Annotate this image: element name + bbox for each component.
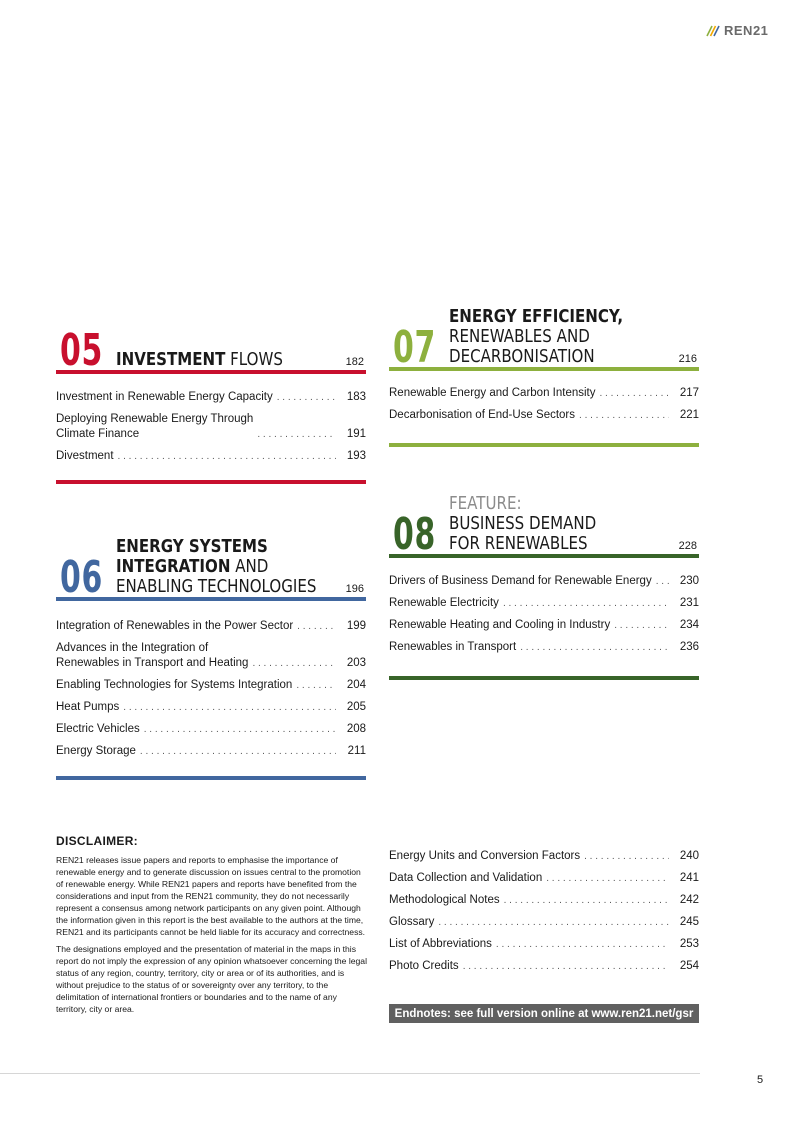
toc-list (56, 619, 366, 759)
toc-entry-label-line: Methodological Notes (389, 894, 500, 906)
toc-entry-label-line: Drivers of Business Demand for Renewable Energy (389, 575, 652, 587)
toc-entry-label-line: Electric Vehicles (56, 723, 140, 735)
section-number: 06 (60, 552, 103, 603)
toc-entry-label (389, 618, 610, 633)
toc-entry-label-line: Advances in the Integration of (56, 642, 209, 654)
toc-entry[interactable] (56, 700, 366, 715)
disclaimer (56, 834, 368, 1020)
toc-entry-label (389, 871, 542, 886)
toc-entry-label-line: Data Collection and Validation (389, 872, 543, 884)
toc-leader-dots (600, 387, 670, 401)
section-number: 07 (393, 322, 436, 373)
toc-entry-page: 241 (679, 872, 699, 884)
toc-entry-label-line: List of Abbreviations (389, 938, 492, 950)
toc-entry-label-line: Renewable Electricity (389, 597, 499, 609)
section-title (449, 307, 623, 367)
section-title-line2: RENEWABLES AND (449, 327, 590, 347)
toc-entry-page: 240 (679, 850, 699, 862)
toc-entry-label-line: Integration of Renewables in the Power Sector (56, 620, 294, 632)
toc-entry[interactable] (389, 596, 699, 611)
section-title-line3: ENABLING TECHNOLOGIES (116, 577, 317, 597)
toc-leader-dots (584, 850, 669, 864)
toc-leader-dots (296, 679, 336, 693)
section-page: 216 (678, 353, 697, 365)
toc-list (389, 849, 699, 974)
section-page: 182 (345, 356, 364, 368)
toc-entry-label (56, 700, 119, 715)
toc-entry[interactable] (56, 390, 366, 405)
toc-entry-page: 245 (679, 916, 699, 928)
toc-leader-dots (656, 575, 669, 589)
toc-entry-page: 193 (346, 450, 366, 462)
toc-entry-label (389, 849, 580, 864)
toc-entry-page: 211 (347, 745, 366, 757)
ren21-stripes-icon (706, 25, 720, 37)
section-title (116, 537, 316, 597)
section-06 (56, 537, 366, 766)
toc-entry-page: 208 (346, 723, 366, 735)
toc-entry[interactable] (56, 744, 366, 759)
toc-entry-label-line: Photo Credits (389, 960, 459, 972)
toc-list (389, 386, 699, 423)
toc-entry-label (56, 641, 248, 671)
toc-entry[interactable] (389, 618, 699, 633)
toc-leader-dots (118, 450, 336, 464)
toc-leader-dots (257, 428, 336, 442)
section-title (449, 494, 596, 554)
toc-leader-dots (297, 620, 336, 634)
toc-entry-label-line: Renewables in Transport (389, 641, 517, 653)
section-rule-bottom (389, 443, 699, 447)
section-rule-bottom (389, 676, 699, 680)
section-title-line3: DECARBONISATION (449, 347, 595, 367)
section-title-bold: INVESTMENT (116, 350, 226, 370)
toc-entry-label (389, 915, 434, 930)
section-title (116, 350, 283, 370)
toc-entry[interactable] (389, 408, 699, 423)
toc-entry-label (389, 893, 500, 908)
section-05 (56, 322, 366, 471)
toc-entry[interactable] (389, 937, 699, 952)
toc-leader-dots (579, 409, 669, 423)
toc-entry-page: 191 (346, 428, 366, 440)
footer-divider (0, 1073, 700, 1074)
toc-entry-page: 217 (679, 387, 699, 399)
toc-entry-page: 203 (346, 657, 366, 669)
section-number: 08 (393, 509, 436, 560)
toc-entry-label-line: Enabling Technologies for Systems Integration (56, 679, 293, 691)
toc-entry-page: 253 (679, 938, 699, 950)
section-title-line2: BUSINESS DEMAND (449, 514, 597, 534)
toc-entry-label-line: Renewable Energy and Carbon Intensity (389, 387, 596, 399)
section-08 (389, 492, 699, 662)
toc-entry-label (389, 640, 516, 655)
section-page: 228 (678, 540, 697, 552)
section-number: 05 (60, 325, 103, 376)
toc-entry[interactable] (389, 959, 699, 974)
section-title-line3: FOR RENEWABLES (449, 534, 588, 554)
toc-entry-label-line: Glossary (389, 916, 435, 928)
toc-entry[interactable] (56, 619, 366, 634)
toc-entry-page: 205 (346, 701, 366, 713)
toc-leader-dots (546, 872, 669, 886)
logo-text: REN21 (724, 23, 769, 38)
toc-entry-page: 234 (679, 619, 699, 631)
toc-entry[interactable] (56, 678, 366, 693)
toc-entry-label-line: Energy Storage (56, 745, 136, 757)
toc-list (389, 574, 699, 655)
section-title-line1: FEATURE: (449, 494, 522, 514)
toc-entry-label (56, 678, 292, 693)
toc-entry-label (56, 449, 114, 464)
toc-entry-label-line: Investment in Renewable Energy Capacity (56, 391, 273, 403)
toc-entry-page: 254 (679, 960, 699, 972)
toc-entry[interactable] (56, 641, 366, 671)
toc-entry[interactable] (389, 871, 699, 886)
section-title-line2-rest: AND (230, 557, 269, 577)
toc-entry-label (389, 574, 652, 589)
toc-entry-label-line: Heat Pumps (56, 701, 120, 713)
section-page: 196 (345, 583, 364, 595)
toc-entry-page: 204 (346, 679, 366, 691)
toc-entry[interactable] (56, 722, 366, 737)
toc-entry-page: 199 (346, 620, 366, 632)
toc-entry-label (56, 390, 273, 405)
disclaimer-paragraph: The designations employed and the presentation of material in the maps in this report do not imply the expression of any opinion whatsoever concerning the legal status of any region, country, territory, city or area or of its authorities, and is without prejudice to the status of or sovereignty over any territory, to the delimitation of international frontiers or boundaries and to the name of any territory, city or area. (56, 944, 367, 1014)
toc-entry-label-line: Climate Finance (56, 428, 140, 440)
endnotes-text: Endnotes: see full version online at www.ren21.net/gsr (394, 1007, 694, 1020)
toc-entry[interactable] (389, 849, 699, 864)
toc-leader-dots (496, 938, 669, 952)
toc-entry-label-line: Renewable Heating and Cooling in Industry (389, 619, 611, 631)
toc-entry-page: 221 (679, 409, 699, 421)
toc-entry-label (389, 937, 492, 952)
toc-leader-dots (123, 701, 336, 715)
toc-entry[interactable] (389, 640, 699, 655)
toc-entry-page: 183 (346, 391, 366, 403)
appendix-section (389, 849, 699, 981)
toc-entry-page: 230 (679, 575, 699, 587)
toc-entry-label (56, 722, 140, 737)
toc-entry[interactable] (389, 386, 699, 401)
endnotes-banner[interactable] (389, 1004, 699, 1023)
disclaimer-paragraph: REN21 releases issue papers and reports to emphasise the importance of renewable energy and to generate discussion on issues central to the promotion of renewable energy. While REN21 papers and reports have benefited from the considerations and input from the REN21 community, they do not necessarily represent a consensus among network participants on any given point. Although the information given in this report is the best available to the authors at the time, REN21 and its participants cannot be held liable for its accuracy and correctness. (56, 855, 366, 937)
toc-leader-dots (503, 597, 669, 611)
toc-leader-dots (614, 619, 669, 633)
toc-leader-dots (438, 916, 669, 930)
section-rule-bottom (56, 480, 366, 484)
section-rule-bottom (56, 776, 366, 780)
toc-entry-label-line: Deploying Renewable Energy Through (56, 413, 254, 425)
toc-entry-label (56, 744, 136, 759)
toc-entry[interactable] (56, 412, 366, 442)
toc-entry-label-line: Renewables in Transport and Heating (56, 657, 249, 669)
toc-entry-label (389, 959, 459, 974)
toc-entry-label (56, 619, 293, 634)
toc-entry-label-line: Divestment (56, 450, 114, 462)
toc-leader-dots (140, 745, 336, 759)
section-title-line2-bold: INTEGRATION (116, 557, 231, 577)
toc-entry-label-line: Energy Units and Conversion Factors (389, 850, 581, 862)
toc-list (56, 390, 366, 464)
toc-entry-page: 242 (679, 894, 699, 906)
toc-leader-dots (144, 723, 336, 737)
toc-entry[interactable] (389, 893, 699, 908)
section-title-rest: FLOWS (225, 350, 283, 370)
disclaimer-title: DISCLAIMER: (56, 834, 138, 848)
toc-entry[interactable] (389, 574, 699, 589)
toc-leader-dots (252, 657, 336, 671)
toc-leader-dots (463, 960, 669, 974)
toc-entry[interactable] (56, 449, 366, 464)
toc-entry-label-line: Decarbonisation of End-Use Sectors (389, 409, 576, 421)
toc-leader-dots (520, 641, 669, 655)
toc-entry-label (389, 596, 499, 611)
section-title-line1: ENERGY SYSTEMS (116, 537, 268, 557)
toc-entry-page: 236 (679, 641, 699, 653)
ren21-logo (706, 23, 768, 38)
page-number: 5 (757, 1074, 764, 1086)
toc-entry[interactable] (389, 915, 699, 930)
toc-leader-dots (504, 894, 669, 908)
toc-entry-label (56, 412, 253, 442)
toc-entry-label (389, 386, 596, 401)
section-07 (389, 305, 699, 430)
toc-entry-label (389, 408, 575, 423)
toc-entry-page: 231 (679, 597, 699, 609)
toc-leader-dots (277, 391, 336, 405)
section-title-line1: ENERGY EFFICIENCY, (449, 307, 624, 327)
